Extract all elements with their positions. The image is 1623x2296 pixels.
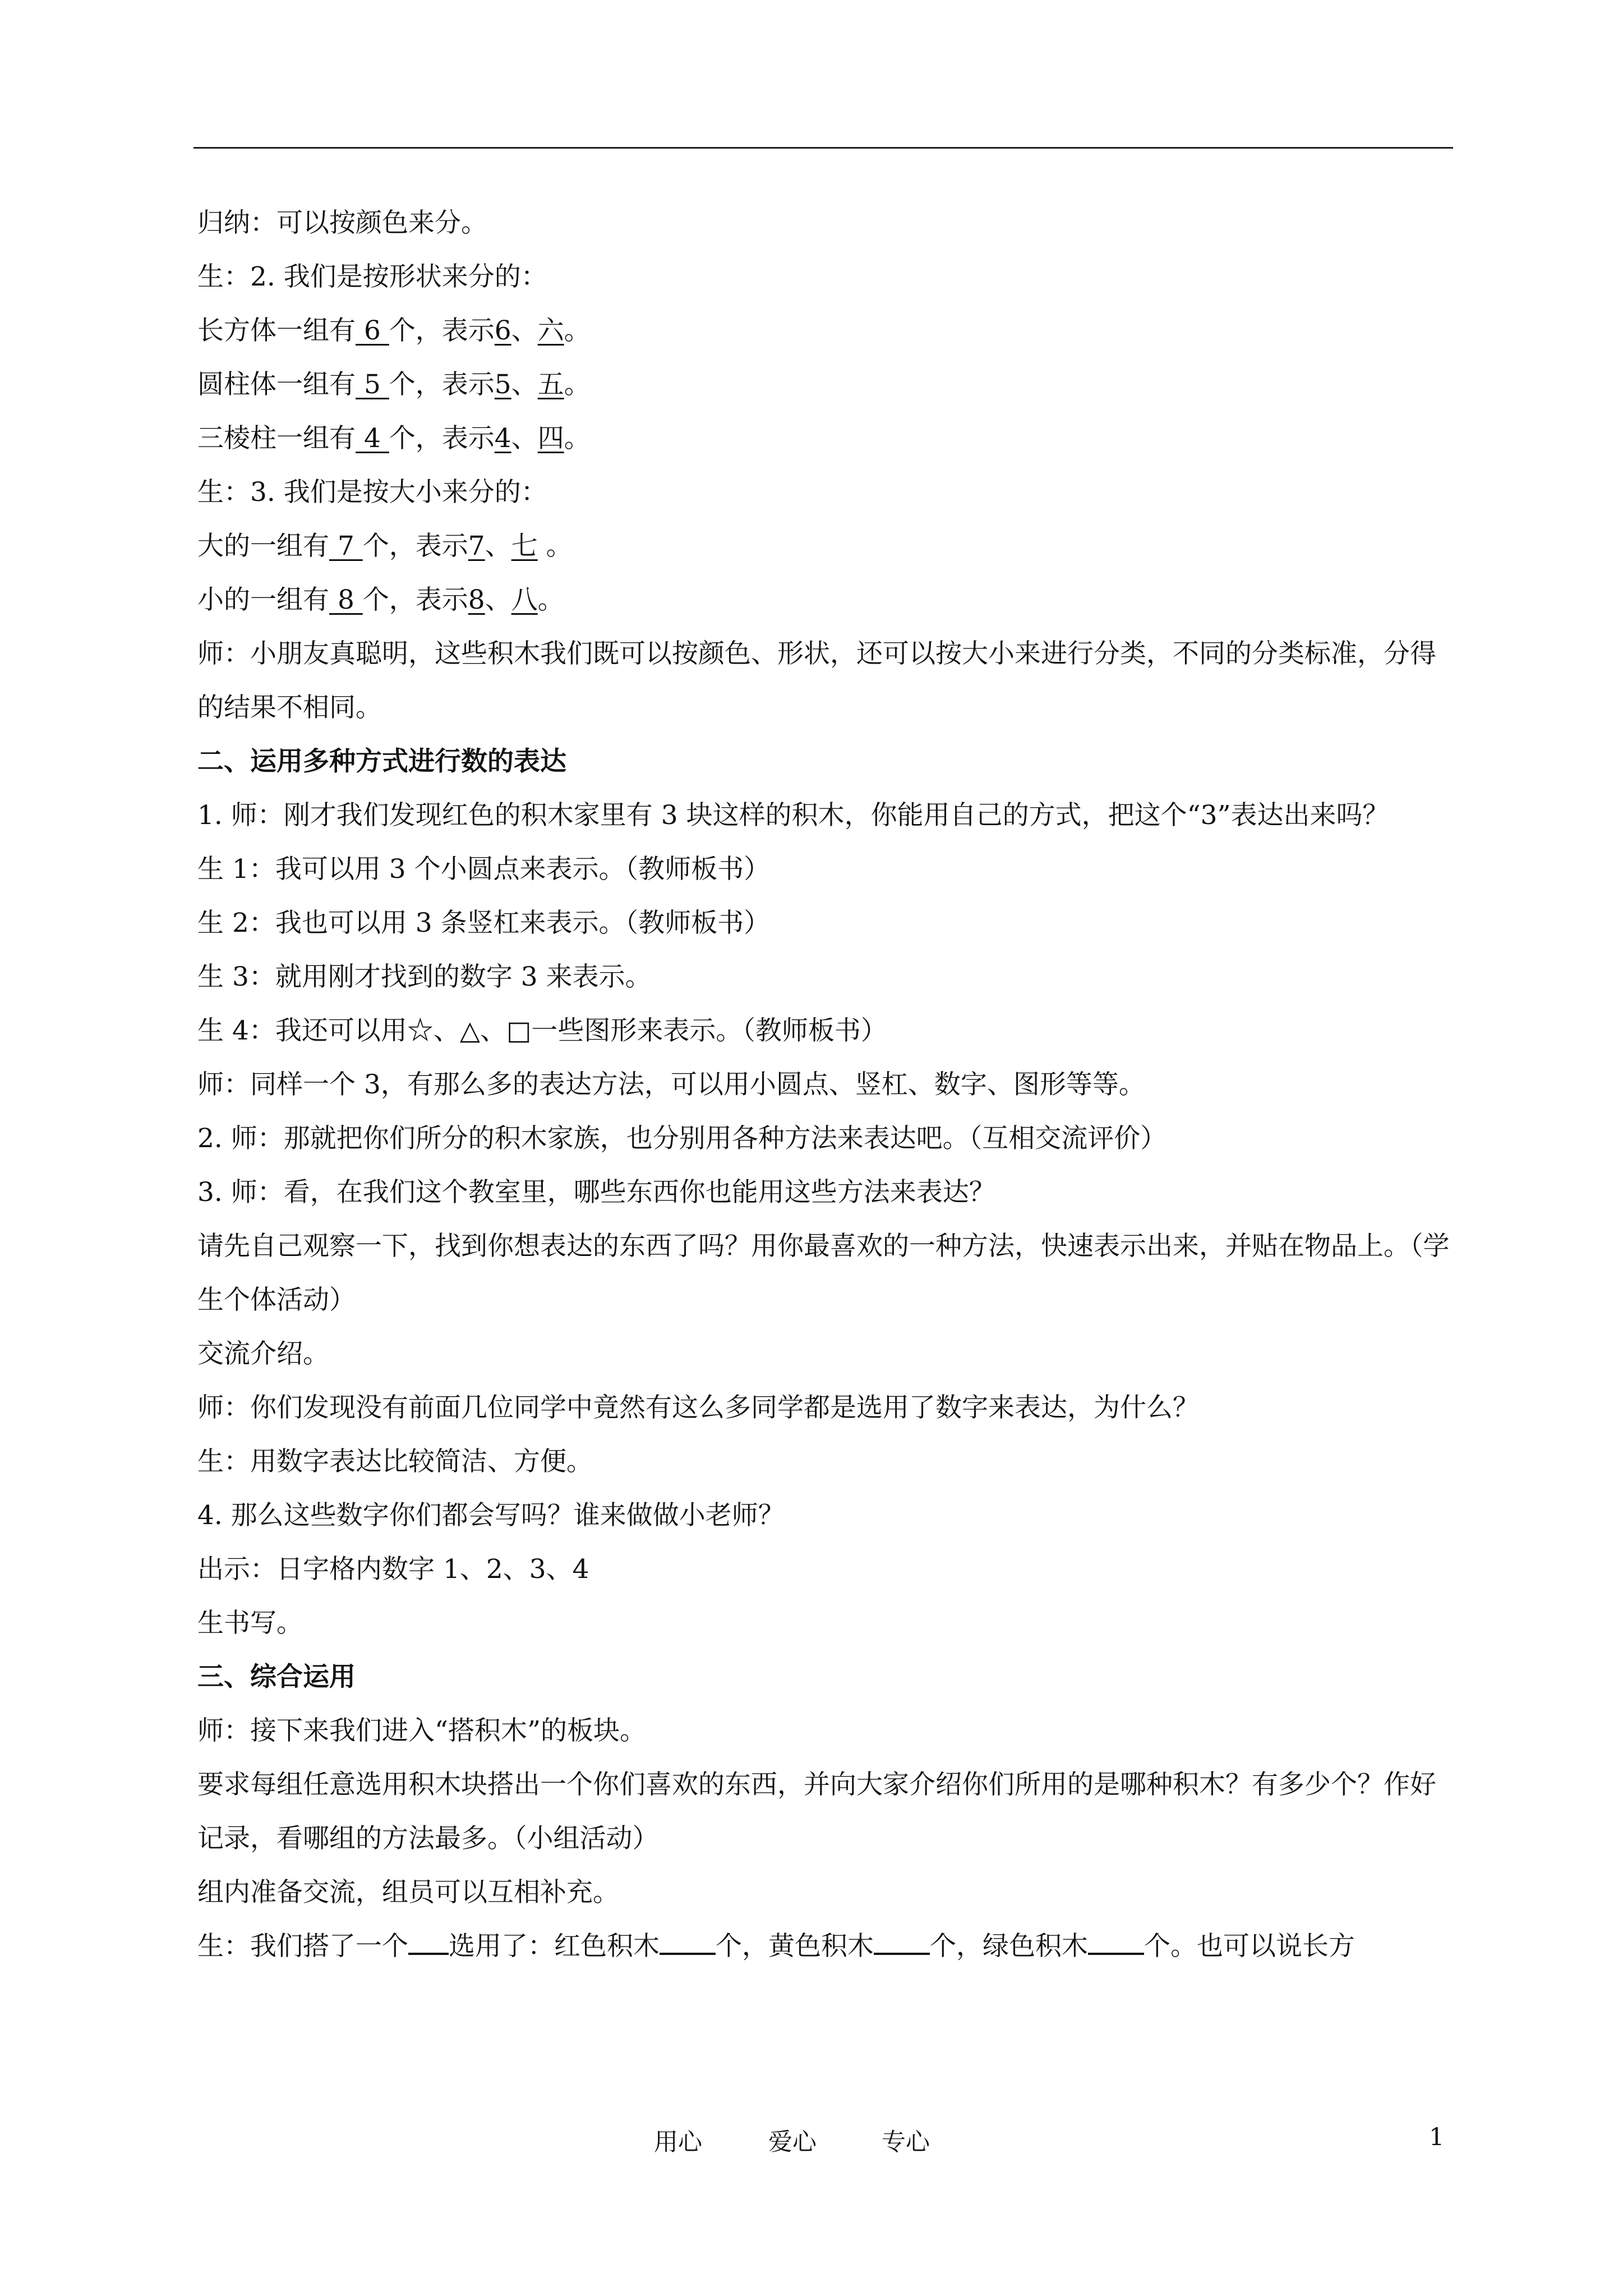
paragraph: 生 2：我也可以用 3 条竖杠来表示。（教师板书） bbox=[197, 908, 771, 938]
underlined-digit: 4 bbox=[494, 423, 511, 454]
underlined-numeral: 六 bbox=[537, 315, 564, 346]
text: 个，表示 bbox=[362, 585, 468, 615]
paragraph-small bbox=[197, 573, 1454, 627]
text: 。 bbox=[564, 423, 591, 454]
paragraph: 归纳：可以按颜色来分。 bbox=[197, 208, 487, 238]
fill-blank bbox=[1088, 1928, 1144, 1955]
paragraph-cuboid bbox=[197, 304, 1454, 358]
fill-blank bbox=[874, 1928, 930, 1955]
underlined-count: 8 bbox=[329, 585, 363, 615]
text: 、 bbox=[485, 585, 511, 615]
text: 三棱柱一组有 bbox=[197, 423, 356, 454]
paragraph: 师：同样一个 3，有那么多的表达方法，可以用小圆点、竖杠、数字、图形等等。 bbox=[197, 1069, 1145, 1100]
paragraph: 1. 师：刚才我们发现红色的积木家里有 3 块这样的积木，你能用自己的方式，把这个“3”表达出来吗？ bbox=[197, 800, 1389, 831]
underlined-numeral: 四 bbox=[537, 423, 564, 454]
text: 个，表示 bbox=[389, 315, 495, 346]
text: 小的一组有 bbox=[197, 585, 329, 615]
text: 。 bbox=[537, 531, 573, 562]
underlined-count: 5 bbox=[356, 369, 389, 400]
text: 。 bbox=[564, 369, 591, 400]
paragraph: 2. 师：那就把你们所分的积木家族，也分别用各种方法来表达吧。（互相交流评价） bbox=[197, 1123, 1167, 1154]
footer-motto-3: 专心 bbox=[882, 2128, 930, 2156]
underlined-digit: 8 bbox=[468, 585, 485, 615]
underlined-digit: 7 bbox=[468, 531, 485, 562]
paragraph: 组内准备交流，组员可以互相补充。 bbox=[197, 1877, 619, 1908]
paragraph: 3. 师：看，在我们这个教室里，哪些东西你也能用这些方法来表达？ bbox=[197, 1177, 995, 1208]
paragraph: 生 3：就用刚才找到的数字 3 来表示。 bbox=[197, 961, 652, 992]
underlined-numeral: 七 bbox=[511, 531, 538, 562]
fill-blank bbox=[660, 1928, 716, 1955]
underlined-numeral: 八 bbox=[511, 585, 538, 615]
paragraph-large bbox=[197, 519, 1454, 573]
document-body bbox=[197, 196, 1454, 1973]
footer-motto-1: 用心 bbox=[654, 2128, 702, 2156]
text: 、 bbox=[511, 315, 538, 346]
paragraph: 师：接下来我们进入“搭积木”的板块。 bbox=[197, 1715, 647, 1746]
text: 、 bbox=[485, 531, 511, 562]
paragraph: 生书写。 bbox=[197, 1608, 303, 1639]
paragraph: 生：3. 我们是按大小来分的： bbox=[197, 477, 547, 508]
paragraph: 师：小朋友真聪明，这些积木我们既可以按颜色、形状，还可以按大小来进行分类，不同的分类标准，分得的结果不相同。 bbox=[197, 638, 1436, 723]
text: 。 bbox=[564, 315, 591, 346]
underlined-digit: 5 bbox=[494, 369, 511, 400]
text: 圆柱体一组有 bbox=[197, 369, 356, 400]
fill-blank bbox=[408, 1928, 449, 1955]
text: 个。也可以说长方 bbox=[1144, 1931, 1355, 1962]
text: 个，表示 bbox=[389, 423, 495, 454]
page-number: 1 bbox=[1429, 2123, 1445, 2151]
paragraph: 生：用数字表达比较简洁、方便。 bbox=[197, 1446, 593, 1477]
paragraph: 要求每组任意选用积木块搭出一个你们喜欢的东西，并向大家介绍你们所用的是哪种积木？有多少个？作好记录，看哪组的方法最多。（小组活动） bbox=[197, 1769, 1436, 1854]
text: 个，表示 bbox=[362, 531, 468, 562]
paragraph-fill-in bbox=[197, 1920, 1454, 1973]
paragraph: 请先自己观察一下，找到你想表达的东西了吗？用你最喜欢的一种方法，快速表示出来，并贴在物品上。（学生个体活动） bbox=[197, 1231, 1450, 1315]
paragraph: 生 1：我可以用 3 个小圆点来表示。（教师板书） bbox=[197, 854, 771, 885]
text: 个，绿色积木 bbox=[930, 1931, 1088, 1962]
paragraph: 生：2. 我们是按形状来分的： bbox=[197, 261, 547, 292]
paragraph-cylinder bbox=[197, 358, 1454, 412]
header-rule bbox=[193, 147, 1453, 149]
paragraph: 交流介绍。 bbox=[197, 1338, 329, 1369]
text: 、 bbox=[511, 423, 538, 454]
underlined-count: 4 bbox=[356, 423, 389, 454]
paragraph: 出示：日字格内数字 1、2、3、4 bbox=[197, 1554, 589, 1585]
text: 个，表示 bbox=[389, 369, 495, 400]
section-heading: 三、综合运用 bbox=[197, 1662, 356, 1692]
text: 、 bbox=[511, 369, 538, 400]
text: 选用了：红色积木 bbox=[449, 1931, 660, 1962]
footer-motto-2: 爱心 bbox=[768, 2128, 817, 2156]
paragraph: 师：你们发现没有前面几位同学中竟然有这么多同学都是选用了数字来表达，为什么？ bbox=[197, 1392, 1199, 1423]
text: 生：我们搭了一个 bbox=[197, 1931, 408, 1962]
paragraph: 生 4：我还可以用☆、△、□一些图形来表示。（教师板书） bbox=[197, 1015, 887, 1046]
underlined-count: 6 bbox=[356, 315, 389, 346]
text: 大的一组有 bbox=[197, 531, 329, 562]
text: 个，黄色积木 bbox=[716, 1931, 874, 1962]
section-heading: 二、运用多种方式进行数的表达 bbox=[197, 746, 566, 777]
text: 。 bbox=[537, 585, 564, 615]
underlined-count: 7 bbox=[329, 531, 363, 562]
paragraph: 4. 那么这些数字你们都会写吗？谁来做做小老师？ bbox=[197, 1500, 785, 1531]
underlined-numeral: 五 bbox=[537, 369, 564, 400]
text: 长方体一组有 bbox=[197, 315, 356, 346]
underlined-digit: 6 bbox=[494, 315, 511, 346]
paragraph-prism bbox=[197, 412, 1454, 466]
